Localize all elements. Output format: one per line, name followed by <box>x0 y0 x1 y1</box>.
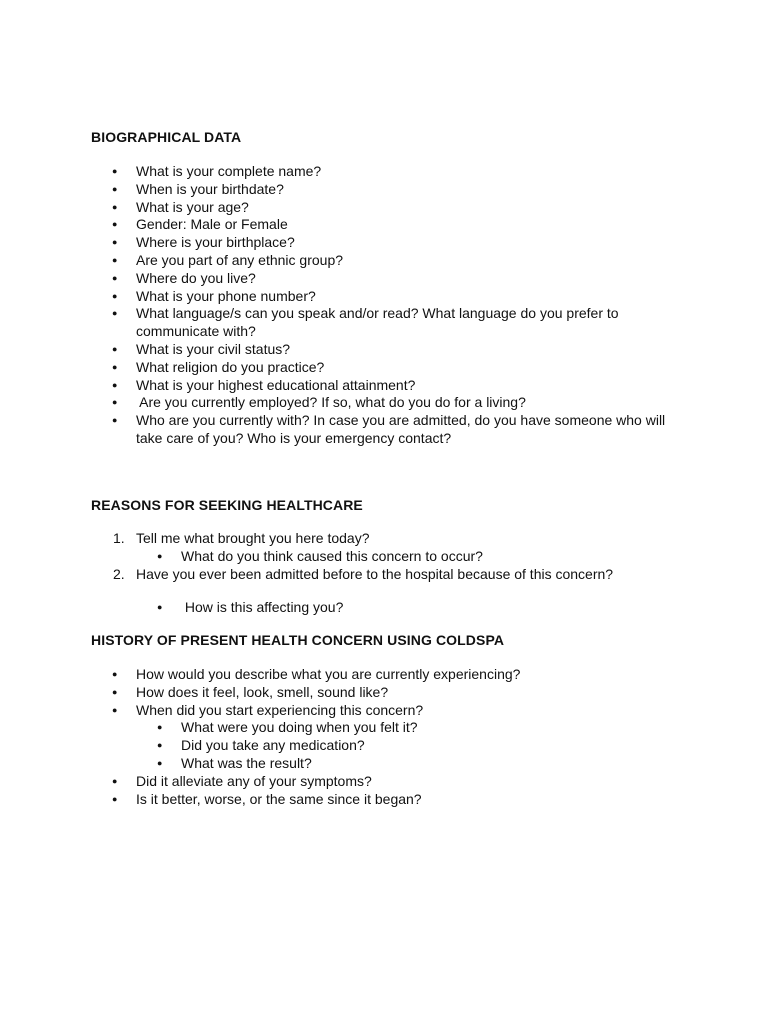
section-heading-reasons: REASONS FOR SEEKING HEALTHCARE <box>91 497 363 513</box>
bullet-icon: ● <box>112 397 118 408</box>
numbered-list-item: 1. Tell me what brought you here today? <box>113 530 370 546</box>
section-heading-biographical-data: BIOGRAPHICAL DATA <box>91 129 242 145</box>
bullet-icon: ● <box>157 722 163 733</box>
bullet-icon: ● <box>112 793 118 804</box>
bullet-icon: ● <box>112 290 118 301</box>
list-number: 2. <box>113 565 125 582</box>
bullet-icon: ● <box>157 602 163 612</box>
numbered-list-item: 2. Have you ever been admitted before to the hospital because of this concern? <box>113 565 614 582</box>
list-item: ● What religion do you practice? <box>112 358 325 375</box>
list-item: ● What is your civil status? <box>112 340 291 357</box>
list-item: ● Where do you live? <box>112 269 256 286</box>
list-item: ● Who are you currently with? In case you are admitted, do you have someone who will take care of you? Who is your emergency contact? <box>112 412 666 446</box>
list-number: 1. <box>113 530 125 546</box>
sub-list-item: ● How is this affecting you? <box>157 599 344 615</box>
list-item: ● How would you describe what you are currently experiencing? <box>112 666 521 682</box>
bullet-icon: ● <box>112 379 118 390</box>
list-item: ● When did you start experiencing this concern? <box>112 701 424 718</box>
bullet-icon: ● <box>157 740 163 751</box>
bullet-icon: ● <box>112 775 118 786</box>
bullet-icon: ● <box>112 183 118 194</box>
list-item: ● What language/s can you speak and/or read? What language do you prefer to communicate with? <box>112 305 619 340</box>
list-item: ● What is your phone number? <box>112 287 316 304</box>
bullet-icon: ● <box>157 550 163 561</box>
bullet-icon: ● <box>112 308 118 319</box>
list-item: ● Did it alleviate any of your symptoms? <box>112 772 372 789</box>
bullet-icon: ● <box>112 219 118 230</box>
list-item: ● Gender: Male or Female <box>112 216 288 233</box>
list-item: ● What is your age? <box>112 198 249 215</box>
biographical-data-list <box>0 163 666 448</box>
list-item: ● Are you currently employed? If so, what do you do for a living? <box>112 394 526 411</box>
section-heading-history: HISTORY OF PRESENT HEALTH CONCERN USING COLDSPA <box>91 632 505 648</box>
bullet-icon: ● <box>112 166 118 176</box>
list-item: ● What is your highest educational attainment? <box>112 376 416 393</box>
bullet-icon: ● <box>157 757 163 768</box>
list-item: ● Are you part of any ethnic group? <box>112 251 344 268</box>
sub-list-item: ● What were you doing when you felt it? <box>157 719 418 736</box>
sub-list-item: ● Did you take any medication? <box>157 737 365 754</box>
bullet-icon: ● <box>112 361 118 372</box>
bullet-icon: ● <box>112 201 118 212</box>
bullet-icon: ● <box>112 704 118 715</box>
bullet-icon: ● <box>112 415 118 426</box>
bullet-icon: ● <box>112 272 118 283</box>
list-item: ● Where is your birthplace? <box>112 234 295 251</box>
list-item: ● What is your complete name? <box>112 163 322 179</box>
bullet-icon: ● <box>112 237 118 248</box>
bullet-icon: ● <box>112 686 118 697</box>
bullet-icon: ● <box>112 254 118 265</box>
reasons-sub-list <box>0 599 711 617</box>
bullet-icon: ● <box>112 343 118 354</box>
list-item: ● When is your birthdate? <box>112 180 284 197</box>
list-item: ● Is it better, worse, or the same since it began? <box>112 790 422 807</box>
reasons-list <box>0 530 711 583</box>
sub-list-item: ● What do you think caused this concern to occur? <box>157 547 483 564</box>
bullet-icon: ● <box>112 669 118 679</box>
sub-list-item: ● What was the result? <box>157 754 312 771</box>
history-list <box>0 666 711 808</box>
list-item: ● How does it feel, look, smell, sound like? <box>112 683 389 700</box>
